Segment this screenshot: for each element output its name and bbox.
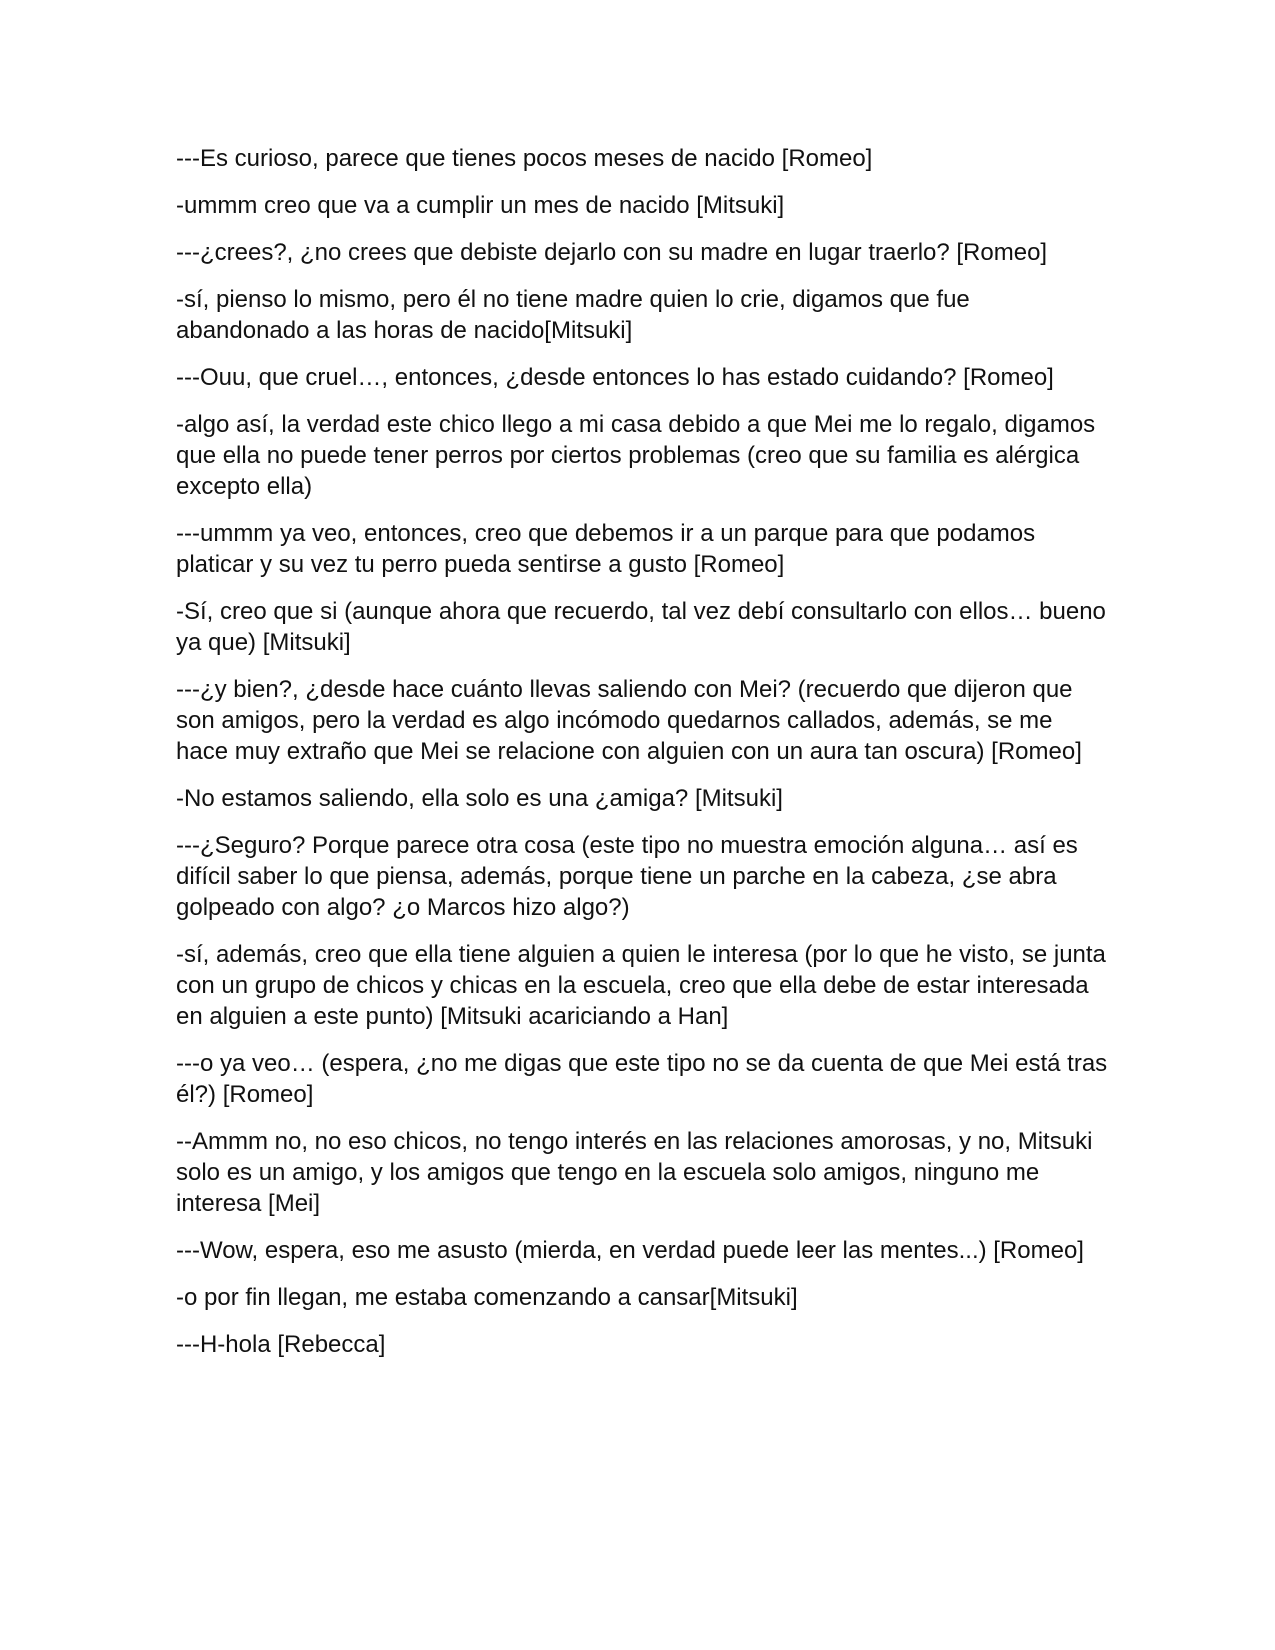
paragraph-2: -ummm creo que va a cumplir un mes de nacido [Mitsuki] bbox=[176, 192, 785, 219]
paragraph-8: -Sí, creo que si (aunque ahora que recuerdo, tal vez debí consultarlo con ellos… bueno ya que) [Mitsuki] bbox=[176, 598, 1106, 656]
paragraph-5: ---Ouu, que cruel…, entonces, ¿desde entonces lo has estado cuidando? [Romeo] bbox=[176, 364, 1054, 391]
paragraph-12: -sí, además, creo que ella tiene alguien a quien le interesa (por lo que he visto, se junta con un grupo de chicos y chicas en la escuela, creo que ella debe de estar interesada en alguien a este punto) [Mitsuki acariciando a Han] bbox=[176, 941, 1106, 1030]
paragraph-3: ---¿crees?, ¿no crees que debiste dejarlo con su madre en lugar traerlo? [Romeo] bbox=[176, 239, 1048, 266]
paragraph-17: ---H-hola [Rebecca] bbox=[176, 1331, 386, 1358]
document-body bbox=[176, 143, 1108, 1376]
paragraph-14: --Ammm no, no eso chicos, no tengo interés en las relaciones amorosas, y no, Mitsuki solo es un amigo, y los amigos que tengo en la escuela solo amigos, ninguno me interesa [Mei] bbox=[176, 1128, 1093, 1217]
paragraph-11: ---¿Seguro? Porque parece otra cosa (este tipo no muestra emoción alguna… así es difícil saber lo que piensa, además, porque tiene un parche en la cabeza, ¿se abra golpeado con algo? ¿o Marcos hizo algo?) bbox=[176, 832, 1078, 921]
paragraph-7: ---ummm ya veo, entonces, creo que debemos ir a un parque para que podamos platicar y su vez tu perro pueda sentirse a gusto [Romeo] bbox=[176, 520, 1036, 578]
paragraph-4: -sí, pienso lo mismo, pero él no tiene madre quien lo crie, digamos que fue abandonado a las horas de nacido[Mitsuki] bbox=[176, 286, 970, 344]
paragraph-13: ---o ya veo… (espera, ¿no me digas que este tipo no se da cuenta de que Mei está tras él?) [Romeo] bbox=[176, 1050, 1108, 1108]
paragraph-16: -o por fin llegan, me estaba comenzando a cansar[Mitsuki] bbox=[176, 1284, 798, 1311]
paragraph-1: ---Es curioso, parece que tienes pocos meses de nacido [Romeo] bbox=[176, 145, 873, 172]
paragraph-6: -algo así, la verdad este chico llego a mi casa debido a que Mei me lo regalo, digamos que ella no puede tener perros por ciertos problemas (creo que su familia es alérgica excepto ella) bbox=[176, 411, 1096, 500]
paragraph-9: ---¿y bien?, ¿desde hace cuánto llevas saliendo con Mei? (recuerdo que dijeron que son amigos, pero la verdad es algo incómodo quedarnos callados, además, se me hace muy extraño que Mei se relacione con alguien con un aura tan oscura) [Romeo] bbox=[176, 676, 1082, 765]
paragraph-15: ---Wow, espera, eso me asusto (mierda, en verdad puede leer las mentes...) [Romeo] bbox=[176, 1237, 1084, 1264]
paragraph-10: -No estamos saliendo, ella solo es una ¿amiga? [Mitsuki] bbox=[176, 785, 783, 812]
